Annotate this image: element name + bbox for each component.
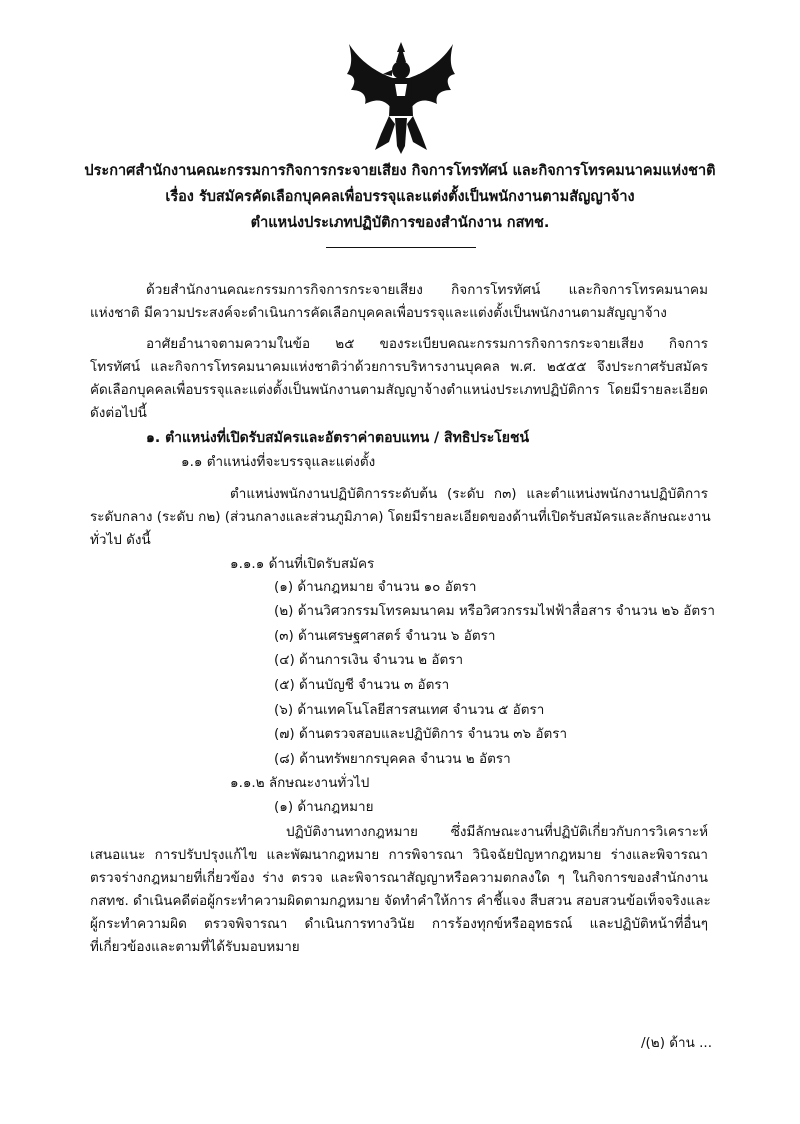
intro-p1-line1: ด้วยสำนักงานคณะกรรมการกิจการกระจายเสียง กิจการโทรทัศน์ และกิจการโทรคมนาคม (146, 282, 708, 298)
law-text-line5: ผู้กระทำความผิด ตรวจพิจารณา ดำเนินการทางวินัย การร้องทุกข์หรืออุทธรณ์ และปฏิบัติหน้าที่อื่นๆ (90, 916, 708, 932)
list-item: (๔) ด้านการเงิน จำนวน ๒ อัตรา (274, 652, 464, 668)
section-1-1-p-line2: ระดับกลาง (ระดับ ก๒) (ส่วนกลางและส่วนภูมิภาค) โดยมีรายละเอียดของด้านที่เปิดรับสมัครและลักษณะงาน (90, 509, 711, 525)
list-item: (๕) ด้านบัญชี จำนวน ๓ อัตรา (274, 677, 450, 693)
law-subsection-title: (๑) ด้านกฎหมาย (274, 799, 374, 815)
header-line-3: ตำแหน่งประเภทปฏิบัติการของสำนักงาน กสทช. (250, 215, 550, 231)
law-text-line1: ปฏิบัติงานทางกฎหมาย ซึ่งมีลักษณะงานที่ปฏิบัติเกี่ยวกับการวิเคราะห์ (286, 824, 708, 840)
intro-p2-line2: โทรทัศน์ และกิจการโทรคมนาคมแห่งชาติว่าด้วยการบริหารงานบุคคล พ.ศ. ๒๕๕๕ จึงประกาศรับสมัคร (90, 359, 708, 375)
law-text-line2: เสนอแนะ การปรับปรุงแก้ไข และพัฒนากฎหมาย การพิจารณา วินิจฉัยปัญหากฎหมาย ร่างและพิจารณา (90, 847, 708, 863)
section-1-heading: ๑. ตำแหน่งที่เปิดรับสมัครและอัตราค่าตอบแทน / สิทธิประโยชน์ (146, 430, 530, 446)
intro-p1-line2: แห่งชาติ มีความประสงค์จะดำเนินการคัดเลือกบุคคลเพื่อบรรจุและแต่งตั้งเป็นพนักงานตามสัญญาจ้าง (90, 305, 667, 321)
law-text-line6: ที่เกี่ยวข้องและตามที่ได้รับมอบหมาย (90, 939, 300, 955)
list-item: (๗) ด้านตรวจสอบและปฏิบัติการ จำนวน ๓๖ อัตรา (274, 726, 568, 742)
law-text-line4: กสทช. ดำเนินคดีต่อผู้กระทำความผิดตามกฎหมาย จัดทำคำให้การ คำชี้แจง สืบสวน สอบสวนข้อเท็จจริงและ (90, 893, 711, 909)
list-item: (๓) ด้านเศรษฐศาสตร์ จำนวน ๖ อัตรา (274, 628, 496, 644)
header-divider (326, 247, 476, 248)
section-1-1-p-line1: ตำแหน่งพนักงานปฏิบัติการระดับต้น (ระดับ ก๓) และตำแหน่งพนักงานปฏิบัติการ (230, 486, 708, 502)
header-line-1: ประกาศสำนักงานคณะกรรมการกิจการกระจายเสียง กิจการโทรทัศน์ และกิจการโทรคมนาคมแห่งชาติ (84, 163, 716, 179)
list-item: (๒) ด้านวิศวกรรมโทรคมนาคม หรือวิศวกรรมไฟฟ้าสื่อสาร จำนวน ๒๖ อัตรา (274, 603, 716, 619)
list-item: (๖) ด้านเทคโนโลยีสารสนเทศ จำนวน ๕ อัตรา (274, 702, 545, 718)
announcement-header (0, 158, 800, 236)
page-continuation-note: /(๒) ด้าน ... (640, 1035, 712, 1051)
section-1-1-2-heading: ๑.๑.๒ ลักษณะงานทั่วไป (230, 775, 370, 791)
header-subject-line: เรื่อง รับสมัครคัดเลือกบุคคลเพื่อบรรจุและแต่งตั้งเป็นพนักงานตามสัญญาจ้าง (165, 189, 635, 205)
list-item: (๑) ด้านกฎหมาย จำนวน ๑๐ อัตรา (274, 579, 477, 595)
intro-p2-line4: ดังต่อไปนี้ (90, 405, 147, 421)
garuda-emblem-icon (345, 38, 457, 156)
list-item: (๘) ด้านทรัพยากรบุคคล จำนวน ๒ อัตรา (274, 751, 511, 767)
intro-p2-line1: อาศัยอำนาจตามความในข้อ ๒๕ ของระเบียบคณะกรรมการกิจการกระจายเสียง กิจการ (146, 336, 708, 352)
intro-p2-line3: คัดเลือกบุคคลเพื่อบรรจุและแต่งตั้งเป็นพนักงานตามสัญญาจ้างตำแหน่งประเภทปฏิบัติการ โดยมีรายละเอียด (90, 382, 708, 398)
law-text-line3: ตรวจร่างกฎหมายที่เกี่ยวข้อง ร่าง ตรวจ และพิจารณาสัญญาหรือความตกลงใด ๆ ในกิจการของสำนักงาน (90, 870, 708, 886)
section-1-1-p-line3: ทั่วไป ดังนี้ (90, 532, 151, 548)
section-1-1-1-heading: ๑.๑.๑ ด้านที่เปิดรับสมัคร (230, 556, 375, 572)
section-1-1-heading: ๑.๑ ตำแหน่งที่จะบรรจุและแต่งตั้ง (181, 454, 376, 470)
